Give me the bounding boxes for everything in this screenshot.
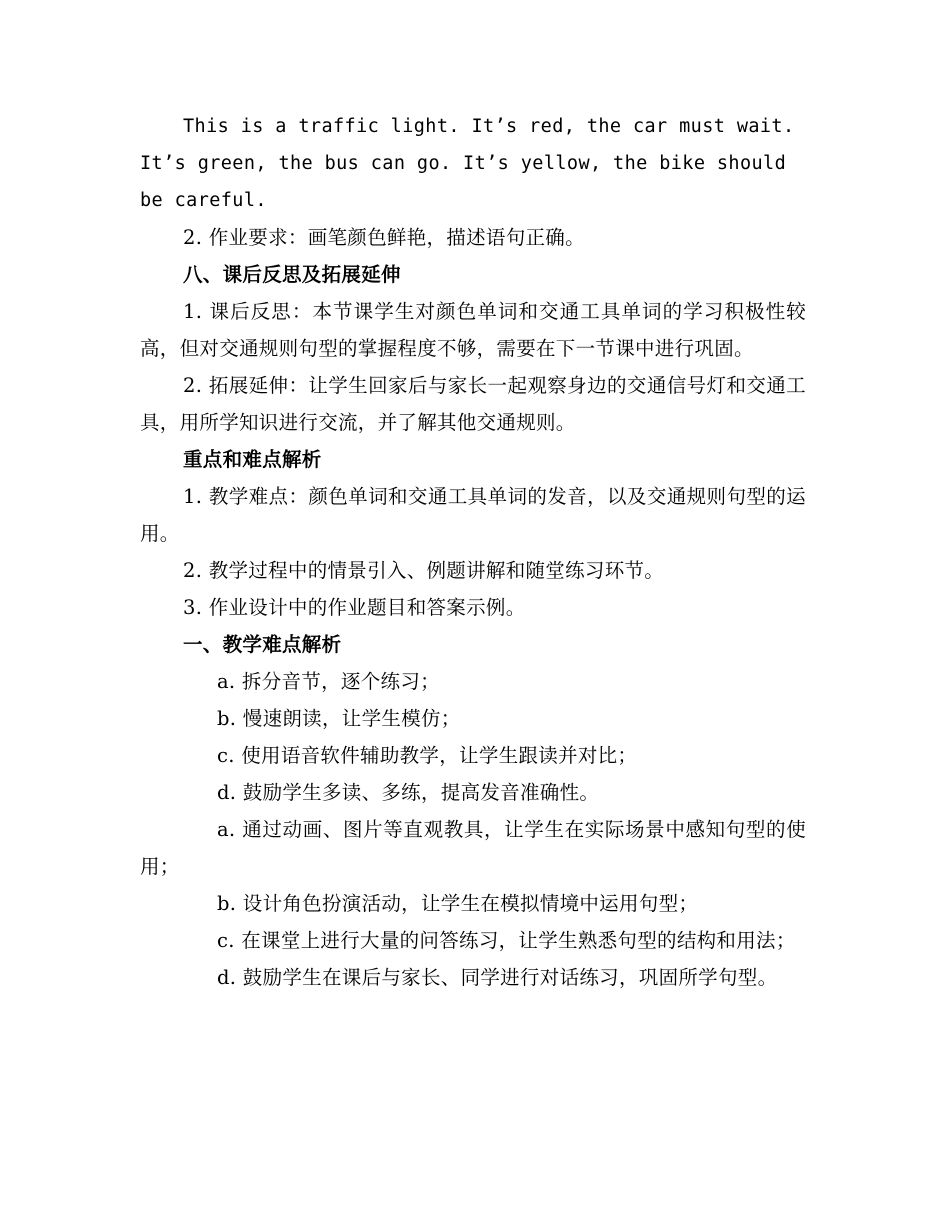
list-item: c. 使用语音软件辅助教学，让学生跟读并对比； bbox=[217, 744, 638, 767]
difficulty-paragraph: 1. 教学难点：颜色单词和交通工具单词的发音，以及交通规则句型的运用。 bbox=[140, 485, 806, 545]
section-heading: 八、课后反思及拓展延伸 bbox=[183, 263, 401, 286]
section-heading: 一、教学难点解析 bbox=[183, 633, 342, 656]
list-item: d. 鼓励学生在课后与家长、同学进行对话练习，巩固所学句型。 bbox=[217, 966, 778, 989]
section-heading: 重点和难点解析 bbox=[183, 448, 322, 471]
list-item: c. 在课堂上进行大量的问答练习，让学生熟悉句型的结构和用法； bbox=[217, 929, 796, 952]
list-item: b. 慢速朗读，让学生模仿； bbox=[217, 707, 461, 730]
list-item: d. 鼓励学生多读、多练，提高发音准确性。 bbox=[217, 781, 600, 804]
list-item: a. 通过动画、图片等直观教具，让学生在实际场景中感知句型的使用； bbox=[140, 818, 806, 878]
example-paragraph: This is a traffic light. It’s red, the car must wait. It’s green, the bus can go. It’s yellow, the bike should be careful. bbox=[140, 116, 795, 211]
homework-requirement-paragraph: 2. 作业要求：画笔颜色鲜艳，描述语句正确。 bbox=[183, 226, 585, 249]
extension-paragraph: 2. 拓展延伸：让学生回家后与家长一起观察身边的交通信号灯和交通工具，用所学知识进行交流，并了解其他交通规则。 bbox=[140, 374, 806, 434]
difficulty-paragraph: 2. 教学过程中的情景引入、例题讲解和随堂练习环节。 bbox=[183, 559, 665, 582]
list-item: b. 设计角色扮演活动，让学生在模拟情境中运用句型； bbox=[217, 892, 699, 915]
difficulty-paragraph: 3. 作业设计中的作业题目和答案示例。 bbox=[183, 596, 526, 619]
document-body bbox=[140, 108, 806, 996]
reflection-paragraph: 1. 课后反思：本节课学生对颜色单词和交通工具单词的学习积极性较高，但对交通规则句型的掌握程度不够，需要在下一节课中进行巩固。 bbox=[140, 300, 806, 360]
list-item: a. 拆分音节，逐个练习； bbox=[217, 670, 440, 693]
